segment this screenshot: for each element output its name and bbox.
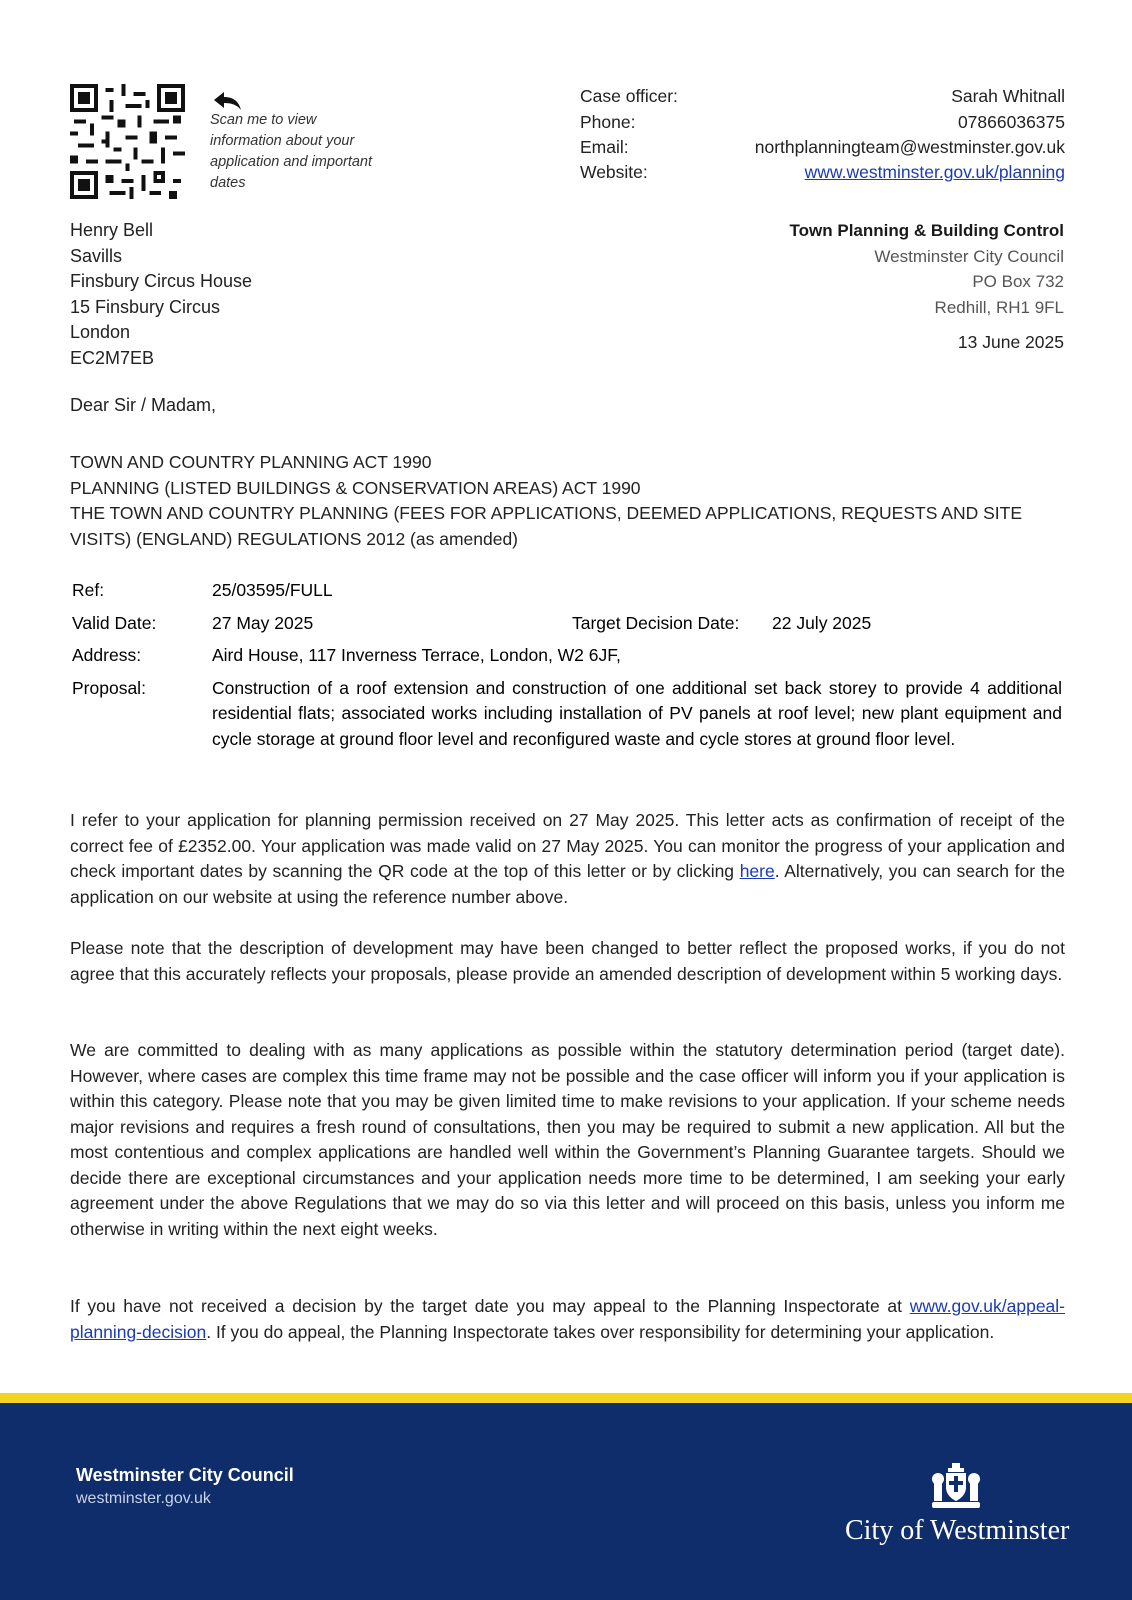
contact-label: Case officer: [580, 86, 678, 106]
paragraph-receipt [70, 808, 1065, 910]
recipient-line: Finsbury Circus House [70, 271, 253, 291]
address-label: Address: [72, 645, 142, 665]
target-date-label: Target Decision Date: [572, 612, 740, 633]
qr-hint: Scan me to view information about your application and important dates [210, 112, 373, 191]
contact-value: 07866036375 [957, 112, 1065, 132]
recipient-line: Savills [70, 245, 123, 266]
paragraph-text: . Alternatively, you can search for the application on our website at using the reference number above. [70, 861, 1065, 907]
crest-icon [930, 1463, 982, 1509]
legislation-list [70, 450, 1070, 552]
contact-email [580, 135, 1065, 160]
paragraph-text: . If you do appeal, the Planning Inspectorate takes over responsibility for determining your application. [206, 1321, 995, 1342]
paragraph-commitment: We are committed to dealing with as many applications as possible within the statutory determination period (target date). However, where cases are complex this time frame may not be possible and the case officer will inform you if your application is within this category. Please note that you may be given limited time to make revisions to your application. If your scheme needs major revisions and requires a fresh round of consultations, then you may be required to submit a new application. All but the most contentious and complex applications are handled well within the Government’s Planning Guarantee targets. Should we decide there are exceptional circumstances and your application needs more time to be determined, I am seeking your early agreement under the above Regulations that we may do so via this letter and will proceed on this basis, unless you inform me otherwise in writing within the next eight weeks. [70, 1040, 1065, 1239]
department-line: PO Box 732 [972, 272, 1064, 291]
footer-council-name: Westminster City Council [76, 1465, 294, 1485]
department-line: Westminster City Council [874, 246, 1064, 266]
recipient-line: EC2M7EB [70, 347, 155, 368]
valid-date-label: Valid Date: [72, 612, 157, 633]
recipient-line: Henry Bell [70, 220, 154, 240]
address-value: Aird House, 117 Inverness Terrace, London, W2 6JF, [212, 645, 621, 665]
website-link[interactable]: www.westminster.gov.uk/planning [804, 162, 1065, 182]
contact-label: Website: [580, 162, 648, 182]
reply-arrow-icon [212, 90, 244, 112]
legislation-line: PLANNING (LISTED BUILDINGS & CONSERVATION AREAS) ACT 1990 [70, 477, 641, 498]
ref-label: Ref: [72, 580, 105, 600]
address-row [72, 643, 1062, 669]
greeting: Dear Sir / Madam, [70, 395, 217, 415]
application-details [72, 578, 1062, 759]
proposal-row [72, 676, 1062, 753]
target-date-value: 22 July 2025 [772, 612, 872, 633]
sender-department [790, 218, 1064, 320]
legislation-line: TOWN AND COUNTRY PLANNING ACT 1990 [70, 452, 432, 472]
proposal-value: Construction of a roof extension and construction of one additional set back storey to provide 4 additional residential flats; associated works including installation of PV panels at roof level; new plant equipment and cycle storage at ground floor level and reconfigured waste and cycle stores at ground floor level. [212, 677, 1062, 749]
ref-row [72, 578, 1062, 604]
contact-phone [580, 110, 1065, 135]
letter-date: 13 June 2025 [957, 332, 1064, 352]
paragraph-description: Please note that the description of development may have been changed to better reflect the proposed works, if you do not agree that this accurately reflects your proposals, please provide an amended description of development within 5 working days. [70, 938, 1065, 984]
contact-value: Sarah Whitnall [951, 86, 1065, 106]
footer-city-logo: City of Westminster [845, 1515, 1070, 1546]
contact-website [580, 160, 1065, 185]
department-name: Town Planning & Building Control [789, 221, 1064, 240]
paragraph-text: If you have not received a decision by the target date you may appeal to the Planning Inspectorate at [70, 1296, 910, 1316]
paragraph-appeal [70, 1294, 1065, 1345]
footer-stripe [0, 1393, 1132, 1403]
contact-label: Phone: [580, 112, 636, 132]
recipient-line: London [70, 322, 131, 342]
contact-label: Email: [580, 137, 629, 157]
qr-code [70, 84, 185, 199]
proposal-label: Proposal: [72, 677, 146, 698]
valid-date-value: 27 May 2025 [212, 612, 314, 633]
recipient-line: 15 Finsbury Circus [70, 296, 221, 317]
recipient-address [70, 218, 252, 371]
here-link[interactable]: here [739, 861, 775, 881]
paragraph-text: I refer to your application for planning permission received on 27 May 2025. This letter acts as confirmation of receipt of the correct fee of £2352.00. Your application was made valid on 27 May 2025. You can monitor the progress of your application and check important dates by scanning the QR code at the top of this letter or by clicking [70, 810, 1065, 881]
ref-value: 25/03595/FULL [212, 580, 333, 600]
department-line: Redhill, RH1 9FL [934, 297, 1064, 317]
footer-website: westminster.gov.uk [76, 1490, 211, 1507]
contact-case-officer [580, 84, 1065, 109]
legislation-line: THE TOWN AND COUNTRY PLANNING (FEES FOR APPLICATIONS, DEEMED APPLICATIONS, REQUESTS AND SITE VISITS) (ENGLAND) REGULATIONS 2012 (as amended) [70, 503, 1022, 549]
contact-value: northplanningteam@westminster.gov.uk [754, 137, 1065, 157]
valid-date-row [72, 611, 1062, 637]
appeal-link[interactable]: www.gov.uk/appeal-planning-decision [70, 1296, 1065, 1342]
